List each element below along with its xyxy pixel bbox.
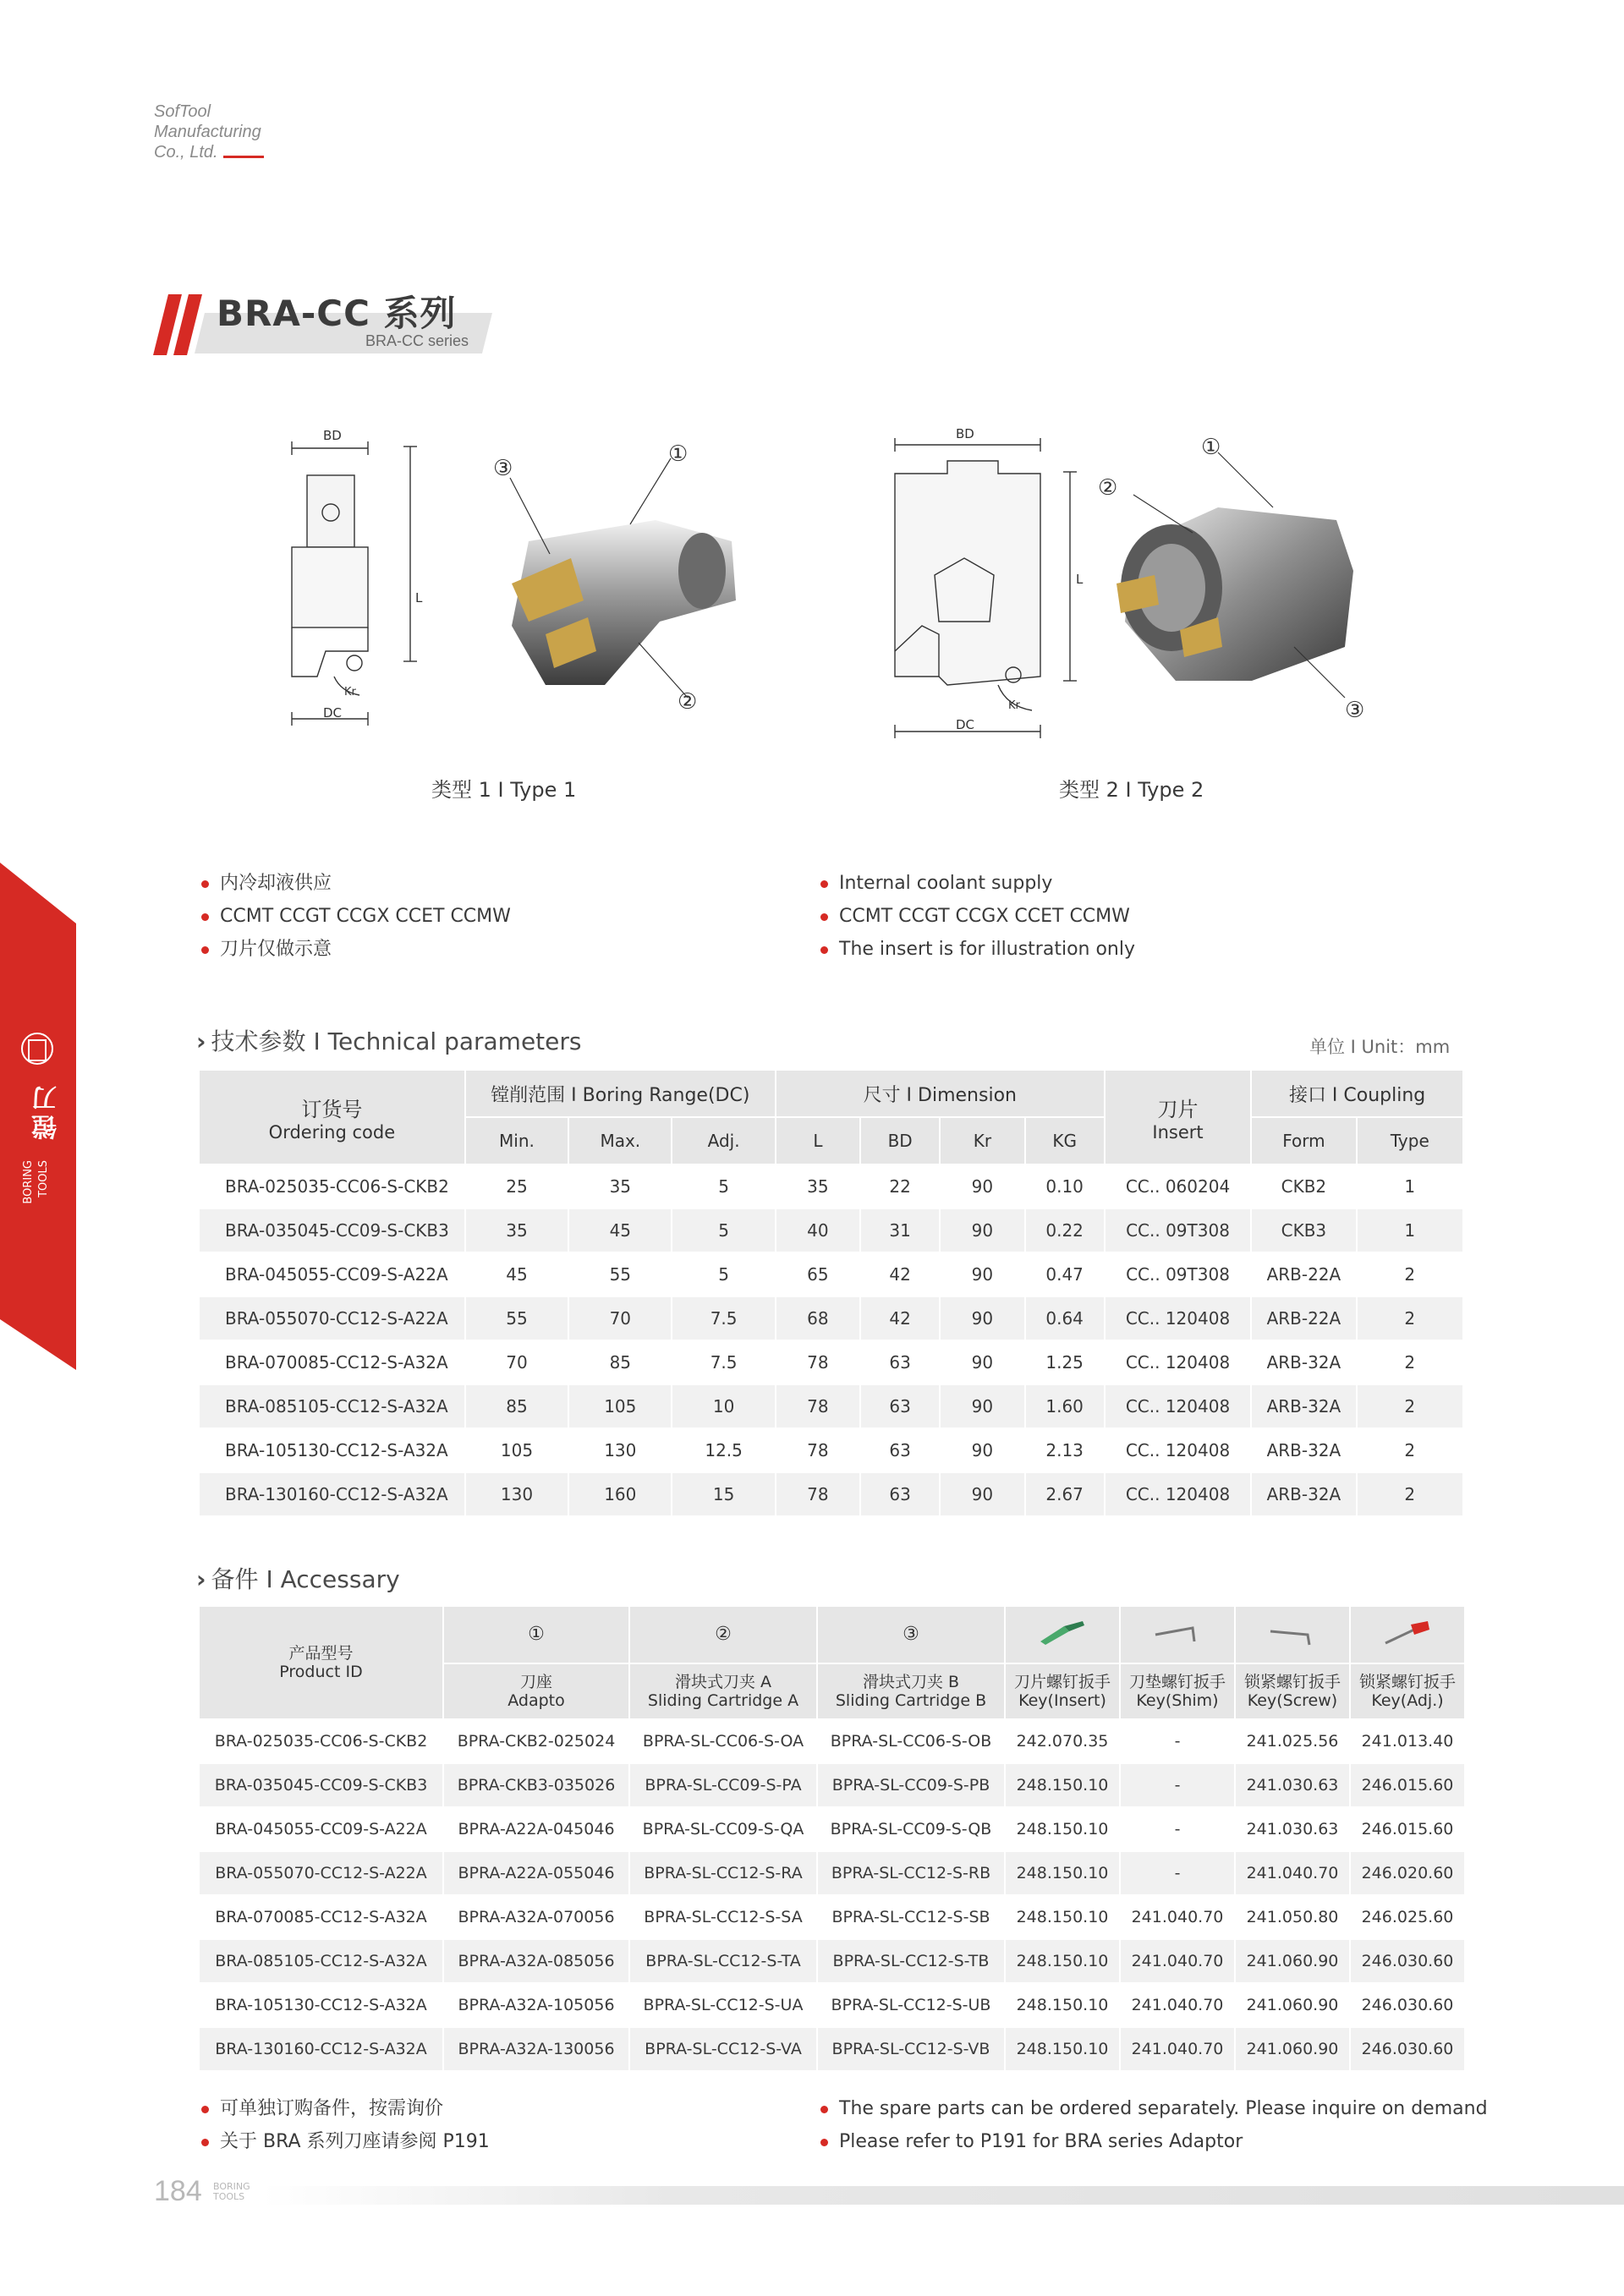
key-insert-cn: 刀片螺钉扳手	[1013, 1673, 1111, 1691]
table-cell: 246.030.60	[1350, 1983, 1465, 2027]
col-kg: KG	[1025, 1117, 1105, 1164]
table-cell: 42	[860, 1296, 940, 1340]
table-cell: 248.150.10	[1005, 1939, 1120, 1983]
table-cell: 2.67	[1025, 1472, 1105, 1516]
col-kr: Kr	[940, 1117, 1024, 1164]
table-cell: 246.030.60	[1350, 2027, 1465, 2071]
table-cell: BRA-035045-CC09-S-CKB3	[199, 1763, 443, 1807]
list-item: 内冷却液供应	[200, 867, 511, 900]
table-cell: 248.150.10	[1005, 2027, 1120, 2071]
table-cell: 241.025.56	[1235, 1719, 1350, 1763]
side-tab-en2: TOOLS	[37, 1160, 50, 1197]
list-item: CCMT CCGT CCGX CCET CCMW	[819, 900, 1135, 933]
table-cell: 90	[940, 1384, 1024, 1428]
dim-bd-label: BD	[323, 428, 342, 443]
table-row	[199, 1208, 1463, 1252]
table-cell: 35	[568, 1164, 672, 1208]
table-row	[199, 1939, 1465, 1983]
table-cell: 241.013.40	[1350, 1719, 1465, 1763]
table-cell: BRA-070085-CC12-S-A32A	[199, 1895, 443, 1939]
table-cell: 0.47	[1025, 1252, 1105, 1296]
table-cell: 63	[860, 1340, 940, 1384]
table-cell: BPRA-SL-CC09-S-QB	[817, 1807, 1005, 1851]
dim-l-label-2: L	[1076, 572, 1084, 587]
list-item: 刀片仅做示意	[200, 933, 511, 966]
table-cell: BPRA-SL-CC06-S-OB	[817, 1719, 1005, 1763]
table-cell: 68	[776, 1296, 860, 1340]
table-row	[199, 1807, 1465, 1851]
table-cell: BRA-085105-CC12-S-A32A	[199, 1939, 443, 1983]
adapto-cn: 刀座	[519, 1673, 552, 1691]
insert-en: Insert	[1152, 1121, 1204, 1143]
sliding-b-cn: 滑块式刀夹 B	[862, 1673, 960, 1691]
type1-label: 类型 1 Ι Type 1	[431, 778, 577, 802]
table-cell: BPRA-A32A-085056	[443, 1939, 629, 1983]
accessory-section-heading	[196, 1561, 400, 1595]
sliding-b-en: Sliding Cartridge B	[835, 1691, 987, 1710]
table-cell: 35	[465, 1208, 568, 1252]
table-cell: 31	[860, 1208, 940, 1252]
table-cell: 90	[940, 1428, 1024, 1472]
table-cell: 2	[1357, 1428, 1463, 1472]
table-cell: 2	[1357, 1296, 1463, 1340]
col-sliding-b	[817, 1663, 1005, 1719]
table-cell: 7.5	[672, 1296, 775, 1340]
accessory-section-title: 备件 Ι Accessary	[211, 1565, 400, 1593]
table-cell: 1.25	[1025, 1340, 1105, 1384]
sliding-a-en: Sliding Cartridge A	[647, 1691, 799, 1710]
table-cell: CC.. 120408	[1105, 1428, 1251, 1472]
table-cell: ARB-32A	[1251, 1472, 1356, 1516]
col-dimension: 尺寸 Ι Dimension	[776, 1070, 1105, 1117]
insert-cn: 刀片	[1157, 1097, 1199, 1121]
tech-section-title: 技术参数 Ι Technical parameters	[211, 1027, 582, 1055]
company-underline	[223, 156, 264, 158]
table-cell: 248.150.10	[1005, 1895, 1120, 1939]
table-cell: BPRA-SL-CC09-S-PA	[629, 1763, 817, 1807]
footer-tag-1: BORING	[213, 2181, 250, 2192]
unit-label: 单位 Ι Unit：mm	[1309, 1037, 1451, 1057]
accessory-table	[198, 1605, 1466, 2072]
table-cell: -	[1120, 1763, 1235, 1807]
callout-3-type2: ③	[1345, 698, 1365, 723]
table-cell: BRA-045055-CC09-S-A22A	[199, 1252, 465, 1296]
table-row	[199, 1763, 1465, 1807]
table-cell: 5	[672, 1252, 775, 1296]
table-row	[199, 1164, 1463, 1208]
table-cell: 78	[776, 1384, 860, 1428]
table-cell: 90	[940, 1208, 1024, 1252]
notes-en-list	[819, 2092, 1488, 2158]
table-cell: 22	[860, 1164, 940, 1208]
table-cell: 241.060.90	[1235, 1983, 1350, 2027]
table-cell: BPRA-A32A-105056	[443, 1983, 629, 2027]
table-cell: 0.22	[1025, 1208, 1105, 1252]
table-cell: 246.030.60	[1350, 1939, 1465, 1983]
adapto-en: Adapto	[508, 1691, 565, 1710]
table-row	[199, 1296, 1463, 1340]
series-subtitle: BRA-CC series	[365, 332, 469, 349]
table-cell: BRA-105130-CC12-S-A32A	[199, 1983, 443, 2027]
table-cell: 130	[568, 1428, 672, 1472]
tech-parameters-table	[198, 1069, 1464, 1517]
table-cell: 35	[776, 1164, 860, 1208]
table-cell: 63	[860, 1384, 940, 1428]
table-cell: 105	[465, 1428, 568, 1472]
table-cell: 241.040.70	[1120, 2027, 1235, 2071]
table-cell: 5	[672, 1208, 775, 1252]
dim-dc-label: DC	[323, 705, 343, 721]
side-tab-cn: 镗刀	[32, 1082, 62, 1140]
table-cell: 2.13	[1025, 1428, 1105, 1472]
table-cell: BPRA-SL-CC06-S-OA	[629, 1719, 817, 1763]
list-item: Please refer to P191 for BRA series Adaptor	[819, 2125, 1488, 2158]
col-adapto	[443, 1663, 629, 1719]
footer-tag	[213, 2182, 250, 2202]
features-en-list	[819, 867, 1135, 966]
table-cell: 12.5	[672, 1428, 775, 1472]
table-cell: 248.150.10	[1005, 1983, 1120, 2027]
table-cell: 105	[568, 1384, 672, 1428]
table-cell: BPRA-CKB3-035026	[443, 1763, 629, 1807]
table-row	[199, 1252, 1463, 1296]
col-max: Max.	[568, 1117, 672, 1164]
table-cell: 85	[568, 1340, 672, 1384]
table-cell: BPRA-SL-CC09-S-PB	[817, 1763, 1005, 1807]
table-cell: CC.. 060204	[1105, 1164, 1251, 1208]
table-cell: BPRA-CKB2-025024	[443, 1719, 629, 1763]
type2-dimension-drawing	[871, 423, 1100, 744]
table-cell: CC.. 09T308	[1105, 1252, 1251, 1296]
table-cell: 40	[776, 1208, 860, 1252]
table-cell: 0.64	[1025, 1296, 1105, 1340]
table-cell: 2	[1357, 1252, 1463, 1296]
accessory-table-body	[199, 1719, 1465, 2071]
table-cell: 70	[568, 1296, 672, 1340]
key-adj-cn: 锁紧螺钉扳手	[1358, 1673, 1456, 1691]
product-id-cn: 产品型号	[288, 1644, 354, 1663]
dim-bd-label-2: BD	[956, 426, 974, 441]
list-item: The insert is for illustration only	[819, 933, 1135, 966]
callout-1-type2: ①	[1201, 436, 1221, 460]
key-screw-en: Key(Screw)	[1247, 1691, 1338, 1710]
table-cell: 90	[940, 1472, 1024, 1516]
table-cell: 2	[1357, 1340, 1463, 1384]
table-cell: BRA-045055-CC09-S-A22A	[199, 1807, 443, 1851]
key-shim-cn: 刀垫螺钉扳手	[1128, 1673, 1226, 1691]
table-cell: 248.150.10	[1005, 1807, 1120, 1851]
table-cell: 78	[776, 1428, 860, 1472]
side-tab-text	[19, 1049, 69, 1218]
table-cell: BPRA-SL-CC12-S-RB	[817, 1851, 1005, 1895]
table-row	[199, 1895, 1465, 1939]
callout-1: ①	[668, 441, 689, 467]
table-cell: 2	[1357, 1384, 1463, 1428]
table-cell: CKB3	[1251, 1208, 1356, 1252]
list-item: CCMT CCGT CCGX CCET CCMW	[200, 900, 511, 933]
footer-tag-2: TOOLS	[213, 2191, 245, 2202]
col-form: Form	[1251, 1117, 1356, 1164]
table-cell: 90	[940, 1296, 1024, 1340]
company-line-3: Co., Ltd.	[154, 143, 218, 162]
col-min: Min.	[465, 1117, 568, 1164]
col-boring-range: 镗削范围 Ι Boring Range(DC)	[465, 1070, 776, 1117]
table-cell: BRA-085105-CC12-S-A32A	[199, 1384, 465, 1428]
table-cell: CC.. 120408	[1105, 1472, 1251, 1516]
company-line-2: Manufacturing	[154, 123, 261, 141]
table-row	[199, 2027, 1465, 2071]
table-cell: -	[1120, 1851, 1235, 1895]
company-name	[154, 101, 261, 162]
col-key-shim	[1120, 1663, 1235, 1719]
table-cell: CC.. 09T308	[1105, 1208, 1251, 1252]
table-cell: BPRA-SL-CC12-S-VB	[817, 2027, 1005, 2071]
table-cell: 45	[465, 1252, 568, 1296]
table-cell: 1	[1357, 1164, 1463, 1208]
col-adj: Adj.	[672, 1117, 775, 1164]
table-cell: BPRA-A22A-045046	[443, 1807, 629, 1851]
table-cell: BRA-025035-CC06-S-CKB2	[199, 1164, 465, 1208]
col-ordering-code	[199, 1070, 465, 1164]
table-cell: 241.040.70	[1120, 1895, 1235, 1939]
table-cell: -	[1120, 1719, 1235, 1763]
key-shim-icon	[1120, 1606, 1235, 1663]
col-product-id	[199, 1606, 443, 1719]
table-cell: 248.150.10	[1005, 1851, 1120, 1895]
col-key-insert	[1005, 1663, 1120, 1719]
table-cell: BRA-055070-CC12-S-A22A	[199, 1296, 465, 1340]
table-cell: ARB-32A	[1251, 1428, 1356, 1472]
table-cell: 65	[776, 1252, 860, 1296]
col-type: Type	[1357, 1117, 1463, 1164]
table-cell: CC.. 120408	[1105, 1384, 1251, 1428]
table-cell: 63	[860, 1428, 940, 1472]
table-cell: 248.150.10	[1005, 1763, 1120, 1807]
table-cell: 78	[776, 1472, 860, 1516]
table-cell: 45	[568, 1208, 672, 1252]
company-line-1: SofTool	[154, 102, 211, 121]
table-cell: -	[1120, 1807, 1235, 1851]
tech-table-body	[199, 1164, 1463, 1516]
table-row	[199, 1340, 1463, 1384]
table-cell: 246.015.60	[1350, 1763, 1465, 1807]
table-cell: ARB-22A	[1251, 1296, 1356, 1340]
callout-3: ③	[493, 456, 513, 481]
table-cell: 10	[672, 1384, 775, 1428]
table-cell: BPRA-A32A-130056	[443, 2027, 629, 2071]
table-cell: BPRA-SL-CC12-S-SA	[629, 1895, 817, 1939]
table-cell: CC.. 120408	[1105, 1340, 1251, 1384]
table-cell: 242.070.35	[1005, 1719, 1120, 1763]
type1-dimension-drawing	[275, 423, 448, 736]
table-cell: 78	[776, 1340, 860, 1384]
table-row	[199, 1472, 1463, 1516]
table-cell: 130	[465, 1472, 568, 1516]
table-cell: 241.040.70	[1120, 1939, 1235, 1983]
chevron-right-icon: ›	[196, 1565, 206, 1593]
list-item: 关于 BRA 系列刀座请参阅 P191	[200, 2125, 490, 2158]
table-row	[199, 1851, 1465, 1895]
type1-tool-image	[478, 440, 749, 719]
key-adj-icon	[1350, 1606, 1465, 1663]
col-callout-1: ①	[443, 1606, 629, 1663]
type2-tool-image	[1091, 436, 1379, 732]
table-row	[199, 1983, 1465, 2027]
col-key-screw	[1235, 1663, 1350, 1719]
table-cell: 42	[860, 1252, 940, 1296]
key-insert-icon	[1005, 1606, 1120, 1663]
table-cell: 246.015.60	[1350, 1807, 1465, 1851]
table-row	[199, 1384, 1463, 1428]
list-item: The spare parts can be ordered separately. Please inquire on demand	[819, 2092, 1488, 2125]
table-cell: BRA-055070-CC12-S-A22A	[199, 1851, 443, 1895]
series-title: BRA-CC 系列	[217, 293, 457, 334]
table-cell: BRA-105130-CC12-S-A32A	[199, 1428, 465, 1472]
table-cell: BPRA-A32A-070056	[443, 1895, 629, 1939]
table-cell: 0.10	[1025, 1164, 1105, 1208]
page-number: 184	[154, 2175, 202, 2207]
table-cell: BRA-035045-CC09-S-CKB3	[199, 1208, 465, 1252]
key-screw-icon	[1235, 1606, 1350, 1663]
sliding-a-cn: 滑块式刀夹 A	[674, 1673, 772, 1691]
table-cell: BPRA-SL-CC12-S-VA	[629, 2027, 817, 2071]
dim-kr-label: Kr	[344, 686, 356, 699]
table-cell: BPRA-SL-CC09-S-QA	[629, 1807, 817, 1851]
table-cell: ARB-32A	[1251, 1384, 1356, 1428]
key-screw-cn: 锁紧螺钉扳手	[1243, 1673, 1341, 1691]
table-cell: BRA-130160-CC12-S-A32A	[199, 1472, 465, 1516]
table-cell: 70	[465, 1340, 568, 1384]
table-cell: 63	[860, 1472, 940, 1516]
ordering-code-cn: 订货号	[301, 1097, 363, 1121]
table-cell: 1.60	[1025, 1384, 1105, 1428]
col-l: L	[776, 1117, 860, 1164]
table-cell: 2	[1357, 1472, 1463, 1516]
table-cell: ARB-22A	[1251, 1252, 1356, 1296]
table-cell: 55	[568, 1252, 672, 1296]
dim-kr-label-2: Kr	[1008, 699, 1020, 712]
list-item: Internal coolant supply	[819, 867, 1135, 900]
footer-bar	[262, 2186, 1624, 2205]
table-cell: 246.020.60	[1350, 1851, 1465, 1895]
key-insert-en: Key(Insert)	[1018, 1691, 1106, 1710]
table-cell: BPRA-SL-CC12-S-UB	[817, 1983, 1005, 2027]
table-cell: 55	[465, 1296, 568, 1340]
table-row	[199, 1719, 1465, 1763]
features-cn-list	[200, 867, 511, 966]
table-cell: 15	[672, 1472, 775, 1516]
dim-l-label: L	[415, 590, 423, 606]
notes-cn-list	[200, 2092, 490, 2158]
table-cell: 160	[568, 1472, 672, 1516]
col-callout-3: ③	[817, 1606, 1005, 1663]
table-cell: BRA-130160-CC12-S-A32A	[199, 2027, 443, 2071]
table-cell: BPRA-SL-CC12-S-UA	[629, 1983, 817, 2027]
table-cell: CC.. 120408	[1105, 1296, 1251, 1340]
col-insert	[1105, 1070, 1251, 1164]
tech-section-heading	[196, 1023, 582, 1057]
table-cell: 241.030.63	[1235, 1763, 1350, 1807]
table-cell: 7.5	[672, 1340, 775, 1384]
table-cell: 241.030.63	[1235, 1807, 1350, 1851]
chevron-right-icon: ›	[196, 1027, 206, 1055]
col-bd: BD	[860, 1117, 940, 1164]
table-cell: 241.060.90	[1235, 1939, 1350, 1983]
table-cell: 241.060.90	[1235, 2027, 1350, 2071]
key-adj-en: Key(Adj.)	[1371, 1691, 1444, 1710]
table-cell: 241.040.70	[1120, 1983, 1235, 2027]
table-cell: 90	[940, 1164, 1024, 1208]
col-key-adj	[1350, 1663, 1465, 1719]
type2-label: 类型 2 Ι Type 2	[1059, 778, 1204, 802]
side-tab-en1: BORING	[22, 1160, 35, 1204]
table-cell: BPRA-A22A-055046	[443, 1851, 629, 1895]
table-cell: 90	[940, 1252, 1024, 1296]
table-row	[199, 1428, 1463, 1472]
key-shim-en: Key(Shim)	[1136, 1691, 1219, 1710]
product-id-en: Product ID	[279, 1663, 363, 1681]
table-cell: 5	[672, 1164, 775, 1208]
table-cell: 25	[465, 1164, 568, 1208]
table-cell: 246.025.60	[1350, 1895, 1465, 1939]
table-cell: BPRA-SL-CC12-S-SB	[817, 1895, 1005, 1939]
table-cell: CKB2	[1251, 1164, 1356, 1208]
table-cell: BPRA-SL-CC12-S-TB	[817, 1939, 1005, 1983]
table-cell: BPRA-SL-CC12-S-TA	[629, 1939, 817, 1983]
col-sliding-a	[629, 1663, 817, 1719]
col-callout-2: ②	[629, 1606, 817, 1663]
table-cell: ARB-32A	[1251, 1340, 1356, 1384]
table-cell: 90	[940, 1340, 1024, 1384]
table-cell: 1	[1357, 1208, 1463, 1252]
callout-2: ②	[678, 689, 698, 715]
dim-dc-label-2: DC	[956, 717, 975, 732]
series-accent-bars	[156, 294, 206, 355]
table-cell: BRA-070085-CC12-S-A32A	[199, 1340, 465, 1384]
col-coupling: 接口 Ι Coupling	[1251, 1070, 1463, 1117]
table-cell: 85	[465, 1384, 568, 1428]
table-cell: BRA-025035-CC06-S-CKB2	[199, 1719, 443, 1763]
callout-2-type2: ②	[1098, 475, 1118, 501]
ordering-code-en: Ordering code	[268, 1121, 396, 1143]
table-cell: 241.040.70	[1235, 1851, 1350, 1895]
table-cell: BPRA-SL-CC12-S-RA	[629, 1851, 817, 1895]
table-cell: 241.050.80	[1235, 1895, 1350, 1939]
list-item: 可单独订购备件，按需询价	[200, 2092, 490, 2125]
